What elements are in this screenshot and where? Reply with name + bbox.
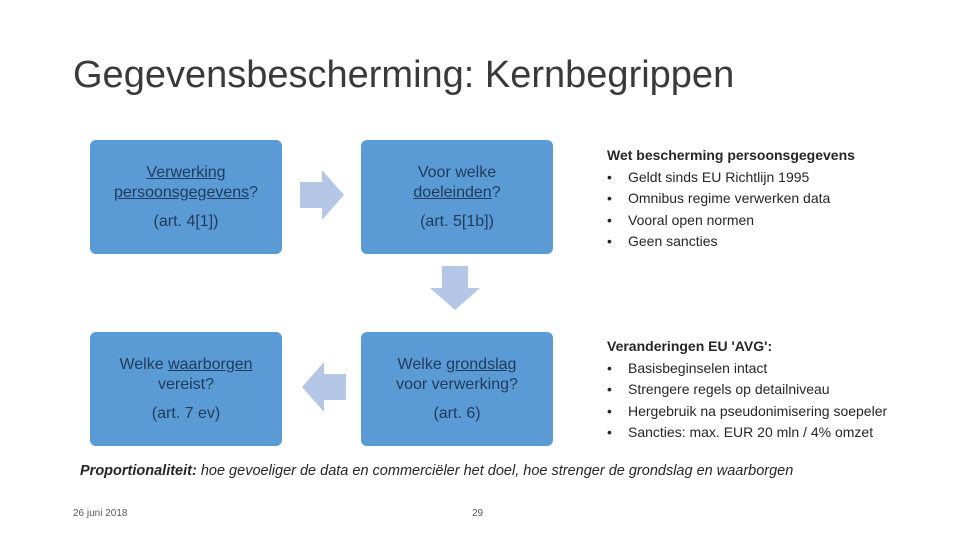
list-item — [607, 167, 855, 189]
list-item-text: Basisbeginselen intact — [628, 359, 768, 376]
list-item-text: Sancties: max. EUR 20 mln / 4% omzet — [628, 424, 874, 440]
box-article: (art. 7 ev) — [151, 404, 221, 422]
box-article: (art. 5[1b]) — [420, 212, 494, 230]
arrow-down-icon — [430, 266, 480, 310]
box-question-line: Voor welke — [417, 163, 497, 181]
proportionality-text: hoe gevoeliger de data en commerciëler het doel, hoe strenger de grondslag en waarborgen — [196, 463, 794, 479]
bullet: • — [607, 381, 612, 397]
box-question-keyword: persoonsgegevens — [113, 183, 250, 201]
concept-box-processing — [90, 140, 282, 254]
proportionality-label: Proportionaliteit: — [80, 463, 197, 479]
bullet: • — [607, 402, 612, 419]
list-item — [607, 231, 855, 253]
list-item-text: Geen sancties — [628, 233, 718, 249]
bullet: • — [607, 190, 612, 206]
notes-heading: Veranderingen EU 'AVG': — [607, 338, 773, 354]
notes-list — [607, 358, 887, 444]
box-question-mark: ? — [491, 183, 501, 201]
list-item-text: Strengere regels op detailniveau — [628, 381, 830, 397]
box-question — [114, 163, 258, 203]
concept-box-safeguards — [90, 332, 282, 446]
concept-box-legal-basis — [361, 332, 553, 446]
slide-title: Gegevensbescherming: Kernbegrippen — [73, 54, 735, 96]
proportionality-statement — [80, 463, 793, 479]
list-item — [607, 210, 855, 232]
box-question-line: Verwerking — [146, 163, 226, 181]
notes-avg-changes — [607, 336, 887, 444]
box-question-mark: ? — [249, 183, 259, 201]
box-question-rest: voor verwerking? — [396, 375, 518, 393]
notes-heading: Wet bescherming persoonsgegevens — [607, 147, 855, 163]
notes-list — [607, 167, 855, 253]
list-item-text: Hergebruik na pseudonimisering soepeler — [628, 402, 888, 419]
arrow-left-icon — [302, 362, 346, 412]
bullet: • — [607, 211, 612, 228]
box-question-keyword: waarborgen — [168, 355, 253, 373]
box-question-rest: vereist? — [157, 375, 214, 393]
arrow-right-icon — [300, 170, 344, 220]
notes-current-law — [607, 145, 855, 253]
bullet: • — [607, 168, 612, 185]
box-question-keyword: doeleinden — [413, 183, 492, 201]
box-question — [413, 163, 500, 203]
box-question-line: Welke — [397, 355, 447, 373]
list-item — [607, 188, 855, 210]
bullet: • — [607, 424, 612, 440]
bullet: • — [607, 233, 612, 249]
box-question — [119, 355, 252, 395]
box-question-keyword: grondslag — [446, 355, 517, 373]
list-item-text: Omnibus regime verwerken data — [628, 190, 831, 206]
list-item — [607, 422, 887, 444]
box-question-line: Welke — [119, 355, 169, 373]
list-item-text: Vooral open normen — [628, 211, 755, 228]
list-item — [607, 401, 887, 423]
list-item-text: Geldt sinds EU Richtlijn 1995 — [628, 168, 810, 185]
footer-date: 26 juni 2018 — [73, 508, 128, 519]
box-question — [396, 355, 518, 395]
bullet: • — [607, 359, 612, 376]
box-article: (art. 4[1]) — [153, 212, 219, 230]
list-item — [607, 379, 887, 401]
concept-box-purposes — [361, 140, 553, 254]
box-article: (art. 6) — [433, 404, 481, 422]
page-number: 29 — [472, 508, 484, 519]
list-item — [607, 358, 887, 380]
